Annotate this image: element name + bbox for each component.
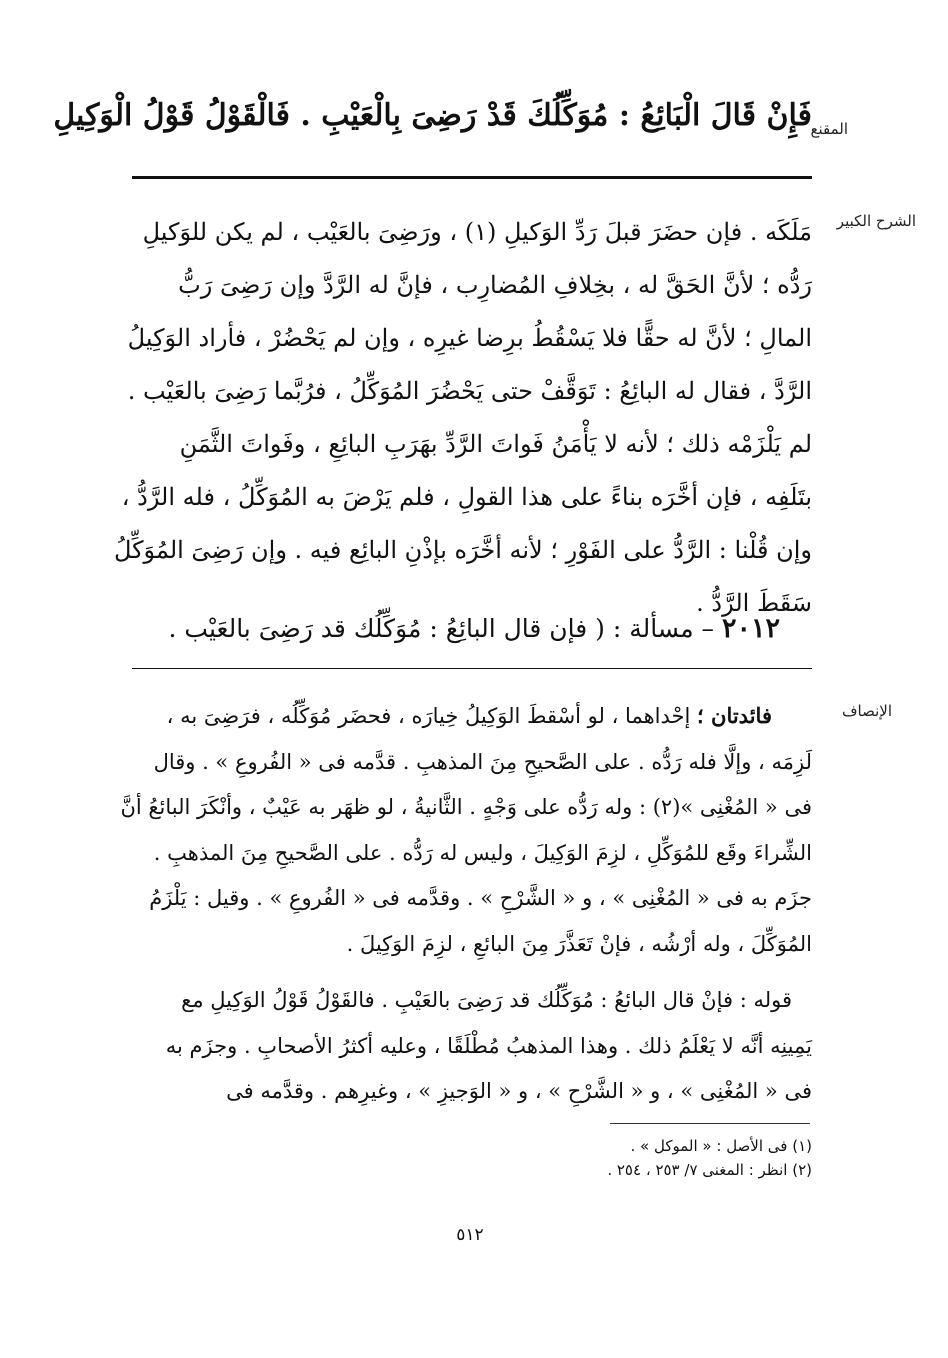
text-line: لم يَلْزَمْه ذلك ؛ لأنه لا يَأْمَنُ فَواتَ الرَّدِّ بهَرَبِ البائِعِ ، وفَواتَ الثَّمَنِ [179, 430, 812, 458]
text-line: قوله : فإنْ قال البائعُ : مُوَكِّلُك قد رَضِىَ بالعَيْبِ . فالقَوْلُ قَوْلُ الوَكِيلِ مع [181, 988, 792, 1012]
page-number: ٥١٢ [456, 1225, 484, 1245]
footnote-divider [610, 1123, 810, 1124]
text-line: بتَلَفِه ، فإن أخَّرَه بناءً على هذا القولِ ، فلم يَرْضَ به المُوَكِّلُ ، فله الرَّدُّ ، [121, 483, 812, 511]
text-line: يَمِينِه أنَّه لا يَعْلَمُ ذلك . وهذا المذهبُ مُطْلَقًا ، وعليه أكثرُ الأصحابِ . وجزَم به [165, 1033, 812, 1058]
text-line: مَلَكَه . فإن حضَرَ قبلَ رَدِّ الوَكيلِ (١) ، ورَضِىَ بالعَيْب ، لم يكن للوَكيلِ [142, 218, 812, 246]
label-sharh: الشرح الكبير [836, 212, 916, 230]
footnote: (١) فى الأصل : « الموكل » . [630, 1137, 812, 1155]
masala-heading [128, 604, 780, 654]
muqni-text [53, 98, 812, 133]
text-line: وإن قُلْنا : الرَّدُّ على الفَوْرِ ؛ لأنه أخَّرَه بإذْنِ البائِع فيه . وإن رَضِىَ المُوَكِّلُ [113, 536, 812, 564]
section-divider-thick [132, 176, 812, 179]
section-divider-thin [132, 668, 812, 669]
footnote: (٢) انظر : المغنى ٧/ ٢٥٣ ، ٢٥٤ . [607, 1161, 812, 1179]
text-line: المالِ ؛ لأنَّ له حقًّا فلا يَسْقُطُ برِضا غيرِه ، وإن لم يَحْضُرْ ، فأراد الوَكِيلُ [127, 324, 812, 352]
text-line: جزَم به فى « المُغْنِى » ، و « الشَّرْحِ » . وقدَّمه فى « الفُروعِ » . وقيل : يَلْزَمُ [149, 886, 812, 910]
footnotes [440, 1134, 812, 1182]
insaf-head: فائدتان ؛ [697, 703, 772, 728]
insaf-text [120, 693, 812, 967]
label-insaf: الإنصاف [841, 702, 892, 720]
text-line: رَدُّه ؛ لأنَّ الحَقَّ له ، بخِلافِ المُضارِب ، فإنَّ له الرَّدَّ وإن رَضِىَ رَبُّ [178, 271, 812, 299]
label-muqni: المقنع [810, 120, 848, 138]
masala-text: – مسألة : ( فإن قال البائِعُ : مُوَكِّلُك قد رَضِىَ بالعَيْب . [168, 614, 715, 643]
text-line: إحْداهما ، لو أسْقطَ الوَكِيلُ خِيارَه ، فحضَر مُوَكِّلُه ، فرَضِىَ به ، [166, 704, 691, 728]
text-line: الرَّدَّ ، فقال له البائِعُ : تَوَقَّفْ حتى يَحْضُرَ المُوَكِّلُ ، فرُبَّما رَضِىَ بالعَيْب . [127, 377, 812, 405]
muqni-line: فَإِنْ قَالَ الْبَائِعُ : مُوَكِّلُكَ قَدْ رَضِىَ بِالْعَيْبِ . فَالْقَوْلُ قَوْلُ الْوَكِيلِ [53, 98, 812, 133]
text-line: لَزِمَه ، وإلَّا فله رَدُّه . على الصَّحيحِ مِنَ المذهبِ . قدَّمه فى « الفُروعِ » . وقال [153, 749, 812, 774]
sharh-text [113, 206, 812, 630]
masala-number: ٢٠١٢ [721, 613, 780, 644]
qawl-text [128, 978, 812, 1115]
text-line: سَقَطَ الرَّدُّ . [696, 589, 812, 617]
text-line: فى « المُغْنِى » ، و « الشَّرْحِ » ، و « الوَجيزِ » ، وغيرِهم . وقدَّمه فى [226, 1079, 812, 1103]
text-line: فى « المُغْنِى »(٢) : وله رَدُّه على وَجْهٍ . الثَّانيةُ ، لو ظهَر به عَيْبٌ ، وأنْكَرَ البائعُ أنَّ [120, 795, 812, 819]
text-line: الشِّراءَ وقَع للمُوَكِّلِ ، لزِمَ الوَكِيلَ ، وليس له رَدُّه . على الصَّحيحِ مِنَ المذهبِ . [153, 840, 812, 865]
text-line: المُوَكِّلَ ، وله أرْشُه ، فإنْ تَعَذَّرَ مِنَ البائعِ ، لزِمَ الوَكِيلَ . [346, 931, 812, 956]
